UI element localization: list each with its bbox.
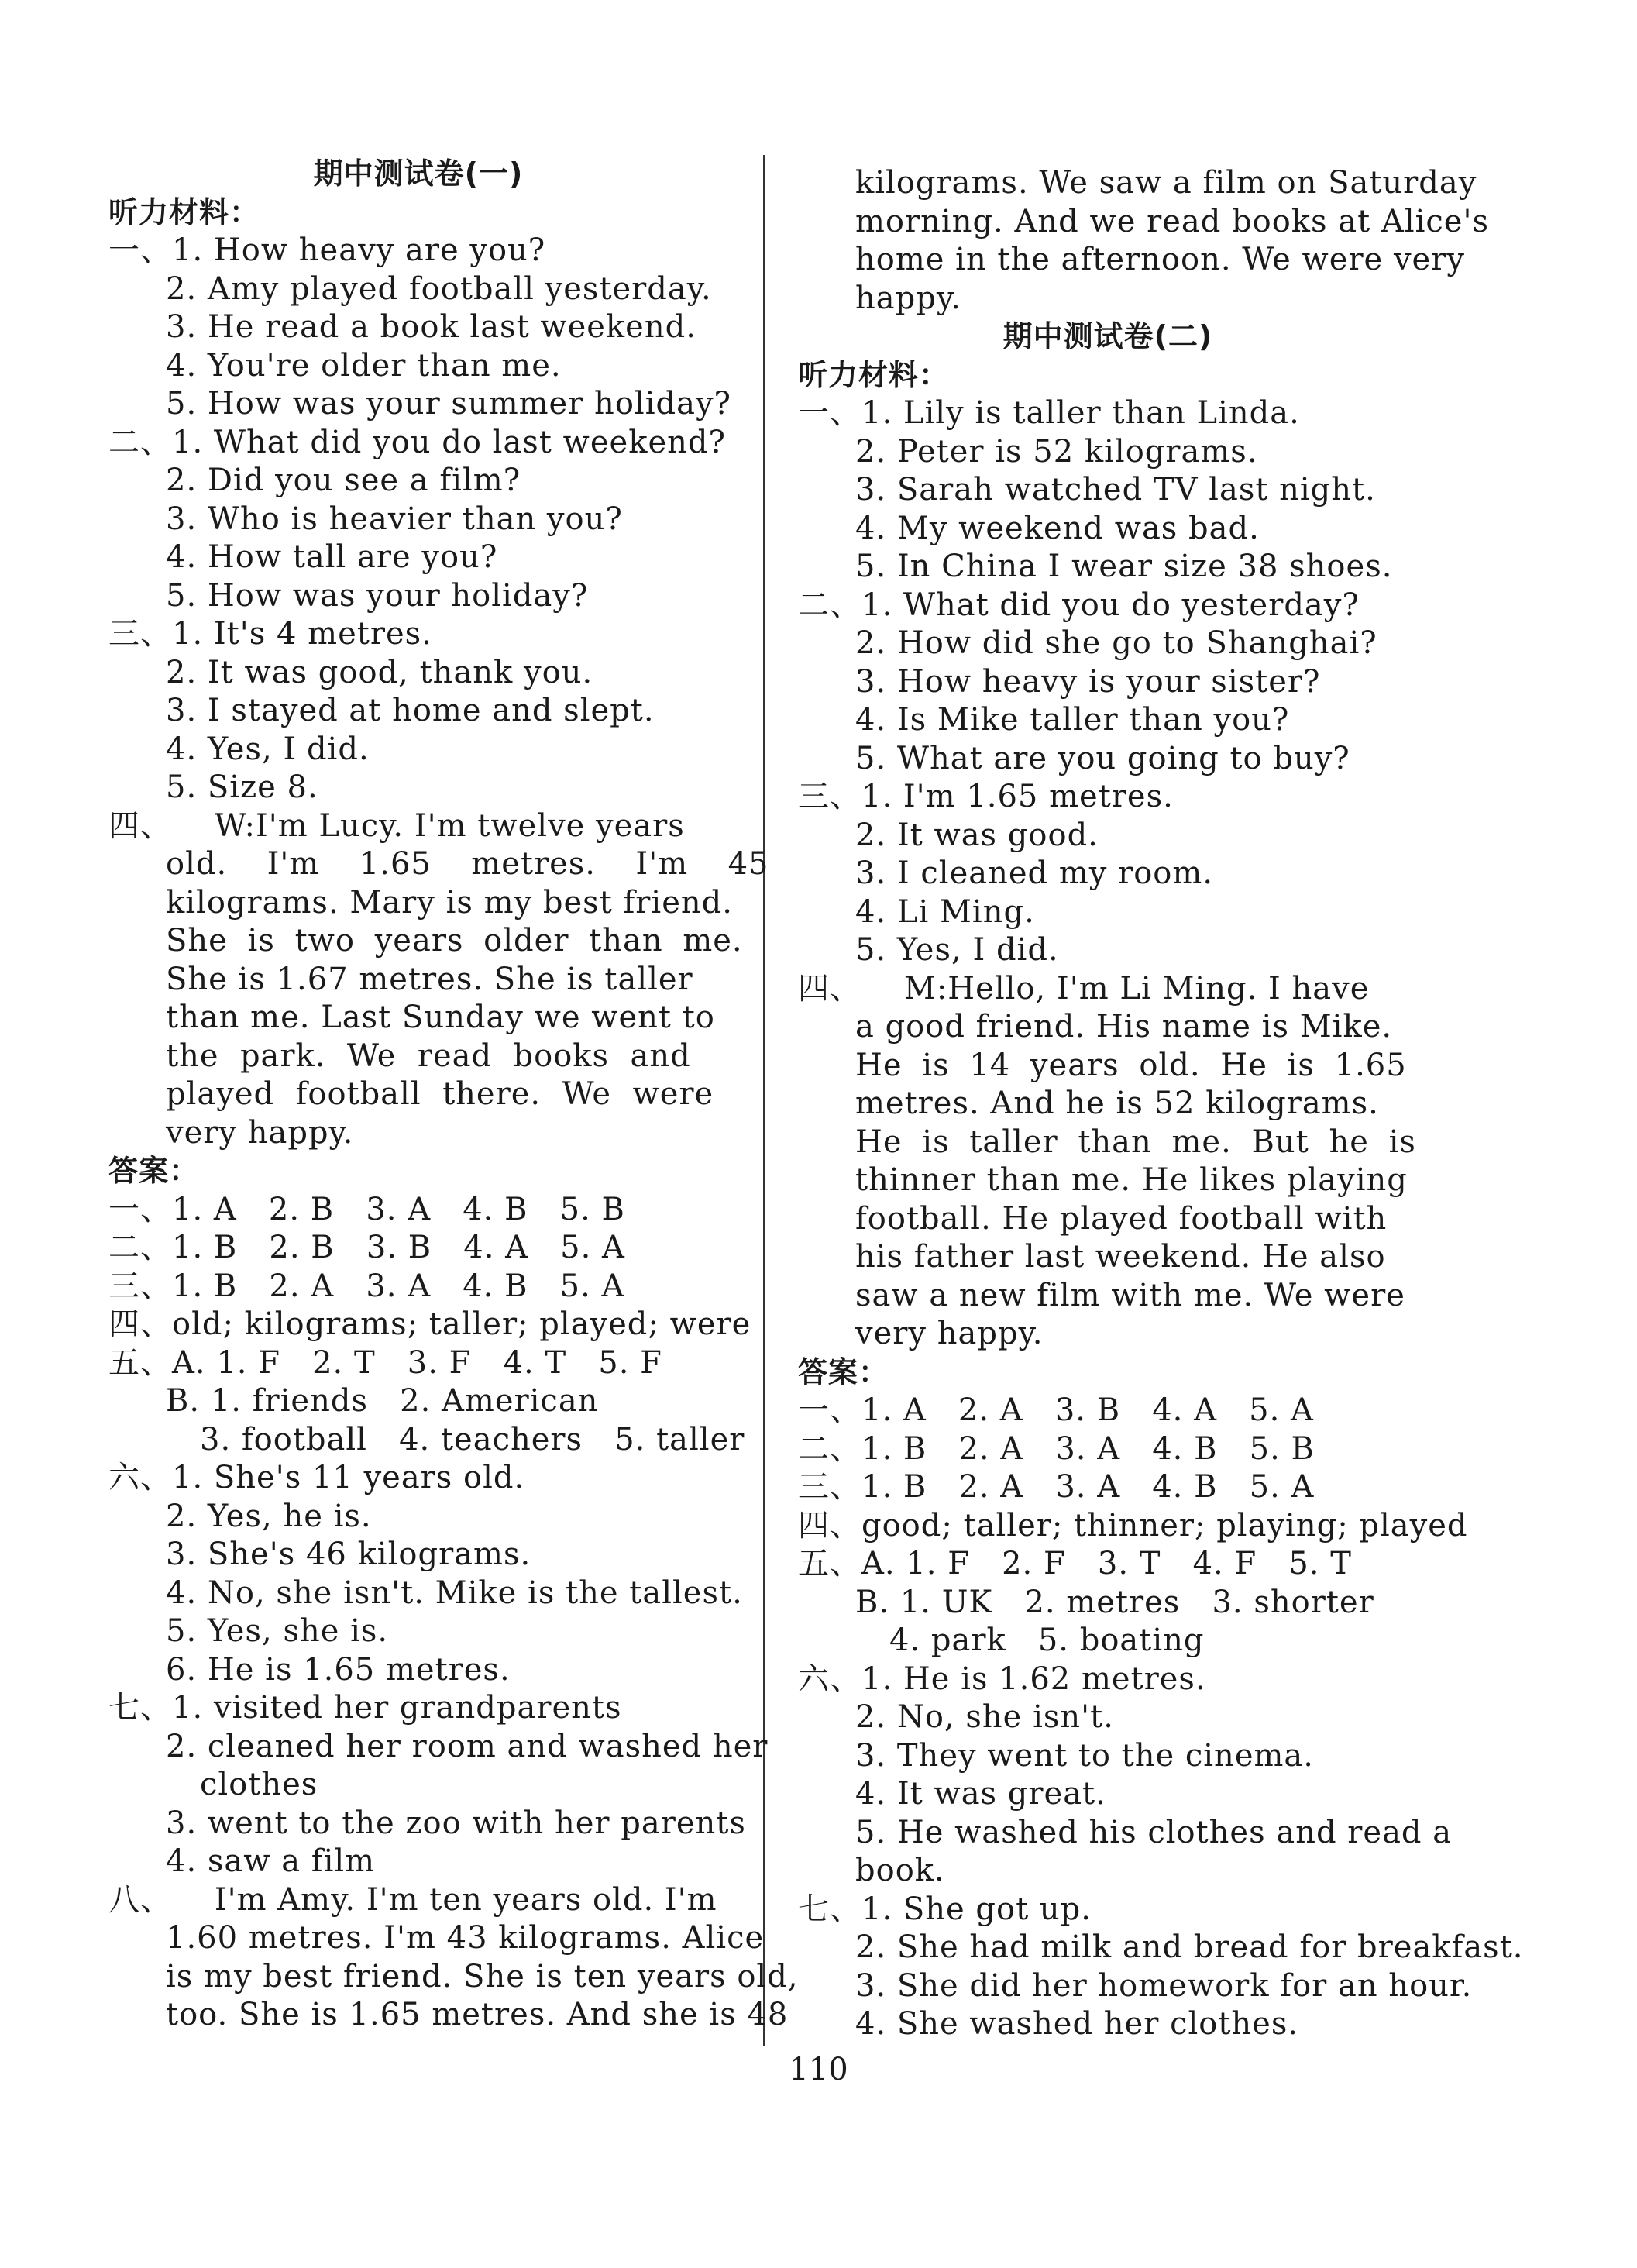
answer-line: 五、A. 1. F 2. T 3. F 4. T 5. F [108,1344,662,1381]
passage-continuation: kilograms. We saw a film on Saturday [855,165,1477,201]
answer-line: 2. She had milk and bread for breakfast. [855,1929,1524,1965]
answer-line: 七、1. visited her grandparents [108,1690,622,1726]
q3-4: 4. Yes, I did. [166,731,370,767]
listening-heading: 听力材料： [108,194,260,229]
answer-line: 四、old; kilograms; taller; played; were [108,1306,751,1342]
answer-line: 4. saw a film [166,1843,376,1879]
q4-passage-line: kilograms. Mary is my best friend. [166,884,733,921]
q2-1: 二、1. What did you do last weekend? [108,424,726,460]
answer-line: 七、1. She got up. [798,1891,1092,1927]
q2-4: 4. How tall are you? [166,539,498,575]
q1-3: 3. He read a book last weekend. [166,309,696,345]
answer-line: 四、good; taller; thinner; playing; played [798,1507,1468,1544]
q4-passage-line: saw a new film with me. We were [855,1277,1405,1313]
answer-line: is my best friend. She is ten years old, [166,1958,799,1994]
answer-line: 2. No, she isn't. [855,1699,1114,1735]
answer-line: 3. She's 46 kilograms. [166,1537,531,1572]
q4-passage-line: a good friend. His name is Mike. [855,1009,1393,1045]
answers-heading: 答案： [108,1154,200,1188]
q4-passage-line: football. He played football with [855,1200,1388,1237]
q2-4: 4. Is Mike taller than you? [855,702,1290,738]
q4-passage-line: 四、 M:Hello, I'm Li Ming. I have [798,970,1370,1007]
answer-line: 2. cleaned her room and washed her [166,1728,769,1764]
q3-2: 2. It was good. [855,817,1099,853]
q2-3: 3. Who is heavier than you? [166,501,623,537]
q1-1: 一、1. Lily is taller than Linda. [798,395,1300,431]
q1-4: 4. My weekend was bad. [855,510,1260,546]
q1-2: 2. Amy played football yesterday. [166,270,712,307]
answer-line: 三、1. B 2. A 3. A 4. B 5. A [798,1469,1315,1505]
answer-line: too. She is 1.65 metres. And she is 48 [166,1997,789,2032]
q4-passage-line: She is two years older than me. [166,923,743,958]
q4-passage-line: his father last weekend. He also [855,1239,1386,1275]
q3-3: 3. I stayed at home and slept. [166,693,655,728]
q4-passage-line: old. I'm 1.65 metres. I'm 45 [166,846,769,882]
test-title-2: 期中测试卷(二) [1002,319,1213,353]
q2-3: 3. How heavy is your sister? [855,663,1321,700]
answer-line: 二、1. B 2. A 3. A 4. B 5. B [798,1430,1315,1467]
q2-1: 二、1. What did you do yesterday? [798,587,1360,623]
passage-continuation: morning. And we read books at Alice's [855,203,1489,239]
answer-line: clothes [200,1767,318,1802]
answer-line: 3. football 4. teachers 5. taller [200,1421,745,1458]
q4-passage-line: metres. And he is 52 kilograms. [855,1086,1379,1121]
q4-passage-line: She is 1.67 metres. She is taller [166,961,693,997]
answer-line: 4. park 5. boating [889,1623,1205,1658]
answer-line: 3. She did her homework for an hour. [855,1967,1473,2004]
answer-line: book. [855,1853,945,1888]
answer-line: 八、 I'm Amy. I'm ten years old. I'm [108,1881,717,1918]
answer-line: 6. He is 1.65 metres. [166,1651,511,1688]
answer-line: 一、1. A 2. B 3. A 4. B 5. B [108,1191,625,1227]
q4-passage-line: played football there. We were [166,1076,714,1112]
q3-1: 三、1. I'm 1.65 metres. [798,779,1174,814]
q1-2: 2. Peter is 52 kilograms. [855,433,1258,470]
passage-continuation: home in the afternoon. We were very [855,242,1465,277]
answer-line: 三、1. B 2. A 3. A 4. B 5. A [108,1268,625,1304]
page-number: 110 [789,2052,848,2087]
q4-passage-line: 四、 W:I'm Lucy. I'm twelve years [108,807,685,844]
q2-5: 5. What are you going to buy? [855,740,1350,776]
answer-line: 4. It was great. [855,1776,1106,1812]
answer-line: 5. Yes, she is. [166,1613,389,1649]
answer-line: 3. They went to the cinema. [855,1737,1314,1774]
q4-passage-line: the park. We read books and [166,1038,691,1074]
q1-4: 4. You're older than me. [166,347,562,384]
q4-passage-line: very happy. [166,1114,354,1151]
q4-passage-line: thinner than me. He likes playing [855,1162,1408,1198]
answer-line: B. 1. UK 2. metres 3. shorter [855,1584,1374,1620]
q1-1: 一、1. How heavy are you? [108,232,546,268]
answer-line: 五、A. 1. F 2. F 3. T 4. F 5. T [798,1546,1352,1581]
answer-line: B. 1. friends 2. American [166,1383,599,1419]
answers-heading: 答案： [798,1354,889,1389]
q3-1: 三、1. It's 4 metres. [108,616,432,652]
q1-5: 5. How was your summer holiday? [166,386,731,422]
passage-continuation: happy. [855,280,961,316]
q1-5: 5. In China I wear size 38 shoes. [855,549,1393,584]
answer-line: 3. went to the zoo with her parents [166,1805,746,1841]
q3-2: 2. It was good, thank you. [166,654,593,690]
q4-passage-line: He is 14 years old. He is 1.65 [855,1047,1407,1083]
answer-line: 4. No, she isn't. Mike is the tallest. [166,1575,743,1611]
answer-line: 2. Yes, he is. [166,1498,372,1534]
left-column [108,155,799,2035]
test-title-1: 期中测试卷(一) [313,157,524,191]
answer-line: 六、1. She's 11 years old. [108,1460,525,1495]
q3-3: 3. I cleaned my room. [855,855,1214,891]
answer-line: 4. She washed her clothes. [855,2006,1299,2042]
q3-4: 4. Li Ming. [855,893,1035,930]
answer-line: 一、1. A 2. A 3. B 4. A 5. A [798,1392,1314,1428]
right-column [798,164,1524,2044]
answer-line: 二、1. B 2. B 3. B 4. A 5. A [108,1230,625,1265]
q2-5: 5. How was your holiday? [166,577,589,614]
q2-2: 2. How did she go to Shanghai? [855,625,1377,661]
q1-3: 3. Sarah watched TV last night. [855,472,1376,508]
q4-passage-line: very happy. [855,1316,1044,1351]
q3-5: 5. Yes, I did. [855,932,1059,968]
answer-line: 1.60 metres. I'm 43 kilograms. Alice [166,1920,765,1956]
q4-passage-line: than me. Last Sunday we went to [166,1000,715,1035]
listening-heading: 听力材料： [798,357,950,392]
q4-passage-line: He is taller than me. But he is [855,1124,1416,1160]
answer-line: 六、1. He is 1.62 metres. [798,1661,1206,1697]
q3-5: 5. Size 8. [166,769,318,805]
answer-line: 5. He washed his clothes and read a [855,1814,1453,1850]
q2-2: 2. Did you see a film? [166,463,521,498]
